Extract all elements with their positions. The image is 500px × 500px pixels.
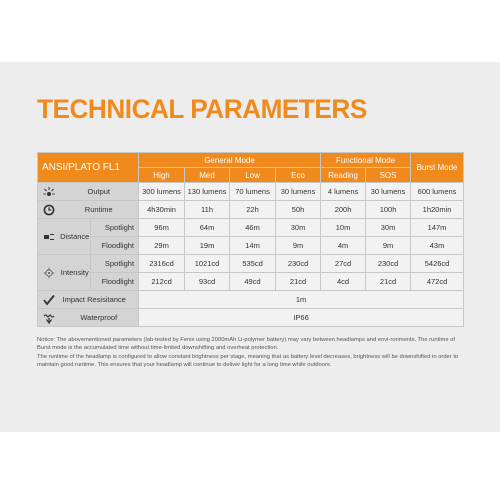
table-cell: 230cd xyxy=(366,255,411,273)
sub-label-floodlight: Floodlight xyxy=(91,237,139,255)
table-row-intensity-spotlight xyxy=(38,255,464,273)
table-cell: 46m xyxy=(230,219,276,237)
check-drop-icon xyxy=(43,294,55,306)
notice-paragraph-2: The runtime of the headlamp is configured to allow constant brightness per stage, meaning that as battery level decreases, brightness will be downshifted in order to maintain good runtime. This ensures that your headlamp will continue to deliver light for a long time while outdoors. xyxy=(37,353,459,369)
table-row-output xyxy=(38,183,464,201)
mode-low: Low xyxy=(230,168,276,183)
row-label-impact: Impact Resisitance xyxy=(60,291,139,309)
sub-label-spotlight: Spotlight xyxy=(91,219,139,237)
table-cell: 11h xyxy=(185,201,230,219)
row-icon-cell xyxy=(38,183,60,201)
header-row-groups xyxy=(38,153,464,168)
mode-high: High xyxy=(139,168,185,183)
table-cell: 19m xyxy=(185,237,230,255)
table-cell: 29m xyxy=(139,237,185,255)
table-cell: 472cd xyxy=(411,273,464,291)
table-cell: 147m xyxy=(411,219,464,237)
table-cell: 1021cd xyxy=(185,255,230,273)
table-cell: 10m xyxy=(321,219,366,237)
table-cell: 4h30min xyxy=(139,201,185,219)
table-cell: 64m xyxy=(185,219,230,237)
sun-rays-icon xyxy=(43,186,55,198)
table-cell: 4cd xyxy=(321,273,366,291)
table-cell: 43m xyxy=(411,237,464,255)
table-cell: 70 lumens xyxy=(230,183,276,201)
table-cell: 30 lumens xyxy=(276,183,321,201)
mode-reading: Reading xyxy=(321,168,366,183)
row-icon-cell xyxy=(38,219,60,255)
mode-eco: Eco xyxy=(276,168,321,183)
group-burst-mode: Burst Mode xyxy=(411,153,464,183)
mode-med: Med xyxy=(185,168,230,183)
table-cell: 230cd xyxy=(276,255,321,273)
table-cell: 96m xyxy=(139,219,185,237)
table-cell: 1h20min xyxy=(411,201,464,219)
table-cell: 1m xyxy=(139,291,464,309)
clock-icon xyxy=(43,204,55,216)
sub-label-floodlight: Floodlight xyxy=(91,273,139,291)
table-cell: 100h xyxy=(366,201,411,219)
spec-table xyxy=(37,152,464,327)
table-cell: 93cd xyxy=(185,273,230,291)
table-cell: 9m xyxy=(366,237,411,255)
row-icon-cell xyxy=(38,201,60,219)
table-cell: 50h xyxy=(276,201,321,219)
row-label-waterproof: Waterproof xyxy=(60,309,139,327)
crosshair-icon xyxy=(43,267,55,279)
table-cell: 27cd xyxy=(321,255,366,273)
water-splash-icon xyxy=(43,312,55,324)
table-cell: 30 lumens xyxy=(366,183,411,201)
table-cell: 22h xyxy=(230,201,276,219)
table-cell: 4 lumens xyxy=(321,183,366,201)
row-label-intensity: Intensity xyxy=(60,255,91,291)
table-cell: 5426cd xyxy=(411,255,464,273)
table-cell: 535cd xyxy=(230,255,276,273)
row-icon-cell xyxy=(38,291,60,309)
table-cell: 49cd xyxy=(230,273,276,291)
table-row-runtime xyxy=(38,201,464,219)
table-cell: 600 lumens xyxy=(411,183,464,201)
row-icon-cell xyxy=(38,255,60,291)
table-cell: 21cd xyxy=(276,273,321,291)
table-cell: 300 lumens xyxy=(139,183,185,201)
table-row-intensity-floodlight xyxy=(38,273,464,291)
mode-sos: SOS xyxy=(366,168,411,183)
group-functional-mode: Functional Mode xyxy=(321,153,411,168)
table-cell: 2316cd xyxy=(139,255,185,273)
table-row-distance-spotlight xyxy=(38,219,464,237)
group-general-mode: General Mode xyxy=(139,153,321,168)
row-label-output: Output xyxy=(60,183,139,201)
table-cell: 200h xyxy=(321,201,366,219)
model-name: ANSI/PLATO FL1 xyxy=(38,153,139,183)
table-cell: 21cd xyxy=(366,273,411,291)
row-label-runtime: Runtime xyxy=(60,201,139,219)
table-cell: 130 lumens xyxy=(185,183,230,201)
sub-label-spotlight: Spotlight xyxy=(91,255,139,273)
table-cell: 14m xyxy=(230,237,276,255)
table-cell: IP66 xyxy=(139,309,464,327)
table-row-waterproof xyxy=(38,309,464,327)
table-row-impact xyxy=(38,291,464,309)
beam-distance-icon xyxy=(43,231,55,243)
row-label-distance: Distance xyxy=(60,219,91,255)
notice-text xyxy=(37,336,467,370)
table-cell: 30m xyxy=(366,219,411,237)
notice-paragraph-1: Notice: The abovementioned parameters (lab-tested by Fenix using 2000mAh Li-polymer battery) may vary between headlamps and envi-ronments. The runtime of Burst mode is the accumulated time without time-limited downshifting and overheat protection. xyxy=(37,337,456,352)
table-cell: 4m xyxy=(321,237,366,255)
table-cell: 212cd xyxy=(139,273,185,291)
table-cell: 9m xyxy=(276,237,321,255)
row-icon-cell xyxy=(38,309,60,327)
page-title: TECHNICAL PARAMETERS xyxy=(37,94,367,124)
table-row-distance-floodlight xyxy=(38,237,464,255)
table-cell: 30m xyxy=(276,219,321,237)
